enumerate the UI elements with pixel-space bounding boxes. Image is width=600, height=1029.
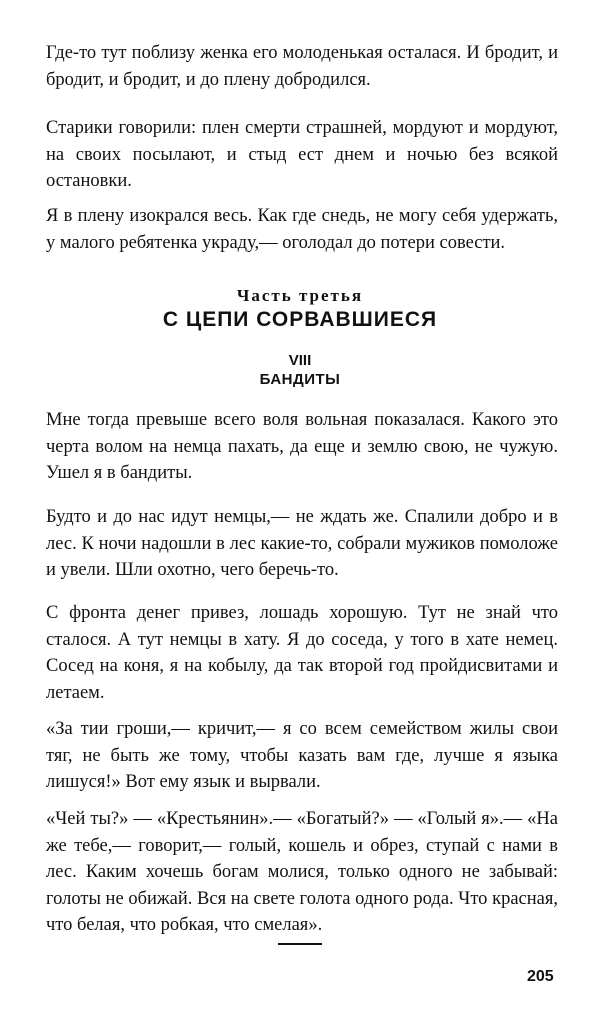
paragraph-6: С фронта денег привез, лошадь хорошую. Тут не знай что сталося. А тут немцы в хату. Я до соседа, у того в хате немец. Сосед на коня, я на кобылу, да так второй год пройдисвитами и летаем. [46, 603, 558, 703]
paragraph-4: Мне тогда превыше всего воля вольная показалася. Какого это черта волом на немца пахать, да еще и землю свою, не чужую. Ушел я в бандиты. [46, 410, 558, 483]
paragraph-2: Старики говорили: плен смерти страшней, мордуют и мордуют, на своих посылают, и стыд ест днем и ночью без всякой остановки. [46, 118, 558, 191]
paragraph-1: Где-то тут поблизу женка его молоденькая осталася. И бродит, и бродит, и бродит, и до плену добродился. [46, 43, 558, 90]
paragraph-3: Я в плену изокрался весь. Как где снедь, не могу себя удержать, у малого ребятенка украду,— оголодал до потери совести. [46, 206, 558, 253]
paragraph-5: Будто и до нас идут немцы,— не ждать же. Спалили добро и в лес. К ночи надошли в лес какие-то, собрали мужиков помоложе и увели. Шли охотно, чего беречь-то. [46, 507, 558, 580]
paragraph-7: «За тии гроши,— кричит,— я со всем семейством жилы свои тяг, не быть же тому, чтобы казать вам где, лучше я языка лишуся!» Вот ему язык и вырвали. [46, 719, 558, 792]
part-label: Часть третья [236, 286, 364, 305]
paragraph-8: «Чей ты?» — «Крестьянин».— «Богатый?» — «Голый я».— «На же тебе,— говорит,— голый, кошель и обрез, ступай с нами в лес. Каким хочешь богам молися, только одного не забывай: голоты не обижай. Вся на свете голота одного рода. Что красная, что белая, что робкая, что смелая». [46, 809, 558, 935]
part-title: С ЦЕПИ СОРВАВШИЕСЯ [162, 308, 438, 331]
chapter-title: БАНДИТЫ [259, 371, 341, 388]
page-number: 205 [527, 968, 554, 985]
section-end-rule [278, 943, 322, 945]
chapter-number: VIII [288, 352, 312, 369]
